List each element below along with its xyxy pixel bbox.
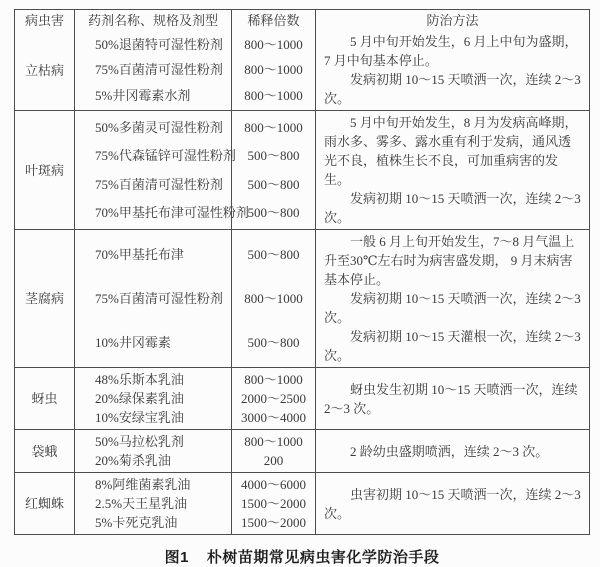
pest-name: 茎腐病 — [24, 291, 64, 306]
figure-caption — [14, 546, 590, 567]
drug-line: 20%菊杀乳油 — [95, 453, 171, 468]
drug-line: 50%多菌灵可湿性粉剂 — [95, 119, 223, 135]
figure-caption-title: 朴树苗期常见病虫害化学防治手段 — [206, 549, 440, 566]
dilution-line: 2000～2500 — [240, 391, 306, 406]
table-body — [15, 30, 589, 534]
method-cell — [316, 368, 589, 429]
table-row — [15, 30, 589, 110]
drug-line: 20%绿保素乳油 — [95, 391, 184, 406]
pest-cell — [15, 230, 75, 367]
drug-cell — [75, 230, 232, 367]
drug-cell — [75, 368, 232, 429]
dilution-line: 3000～4000 — [240, 410, 306, 425]
dilution-line: 800～1000 — [244, 87, 303, 103]
method-paragraph: 5 月中旬开始发生，8 月为发病高峰期，雨水多、雾多、露水重有利于发病，通风透光不良，植株生长不良，可加重病害的发生。 — [324, 115, 578, 187]
drug-cell — [75, 430, 232, 472]
header-dilution: 稀释倍数 — [232, 10, 316, 30]
pest-cell — [15, 430, 75, 472]
pest-name: 立枯病 — [24, 62, 64, 78]
dilution-cell — [232, 473, 316, 534]
dilution-line: 800～1000 — [244, 372, 303, 387]
drug-line: 5%井冈霉素水剂 — [95, 87, 191, 103]
header-drug: 药剂名称、规格及剂型 — [75, 10, 232, 30]
header-method: 防治方法 — [426, 12, 479, 28]
drug-line: 70%甲基托布津 — [95, 246, 184, 262]
drug-line: 50%退菌特可湿性粉剂 — [95, 37, 223, 53]
method-cell — [316, 473, 589, 534]
dilution-line: 800～1000 — [244, 434, 303, 449]
dilution-cell — [232, 30, 316, 110]
drug-line: 75%百菌清可湿性粉剂 — [95, 290, 223, 306]
dilution-cell — [232, 368, 316, 429]
pest-name: 叶斑病 — [24, 162, 64, 178]
method-paragraph: 蚜虫发生初期 10～15 天喷洒一次，连续 2～3 次。 — [324, 381, 578, 416]
dilution-cell — [232, 430, 316, 472]
pest-cell — [15, 473, 75, 534]
method-paragraph: 发病初期 10～15 天喷洒一次，连续 2～3 次。 — [324, 72, 581, 106]
pest-control-table — [14, 9, 590, 535]
method-paragraph: 一般 6 月上旬开始发生，7～8 月气温上升至30℃左右时为病害盛发期， 9 月末病害基本停止。 — [324, 234, 575, 287]
dilution-line: 4000～6000 — [240, 477, 306, 492]
drug-line: 50%马拉松乳剂 — [95, 434, 184, 449]
pest-cell — [15, 30, 75, 110]
dilution-line: 500～800 — [247, 148, 300, 164]
table-header-row — [15, 10, 589, 30]
dilution-line: 1500～2000 — [240, 496, 306, 511]
dilution-line: 800～1000 — [244, 119, 303, 135]
method-cell — [316, 430, 589, 472]
method-cell — [316, 30, 589, 110]
method-paragraph: 5 月中旬开始发生，6 月上中旬为盛期，7 月中旬基本停止。 — [324, 34, 578, 68]
drug-cell — [75, 473, 232, 534]
drug-line: 75%百菌清可湿性粉剂 — [95, 176, 223, 192]
dilution-cell — [232, 230, 316, 367]
drug-line: 10%井冈霉素 — [95, 335, 171, 351]
dilution-line: 500～800 — [247, 246, 300, 262]
header-pest: 病虫害 — [15, 10, 75, 30]
table-row — [15, 472, 589, 534]
dilution-line: 800～1000 — [244, 62, 303, 78]
method-paragraph: 发病初期 10～15 天灌根一次，连续 2～3 次。 — [324, 329, 581, 363]
method-paragraph: 2 龄幼虫盛期喷洒，连续 2～3 次。 — [350, 443, 549, 459]
dilution-line: 200 — [263, 453, 284, 468]
dilution-line: 500～800 — [247, 205, 300, 221]
dilution-line: 1500～2000 — [240, 515, 306, 530]
pest-name: 蚜虫 — [31, 391, 58, 406]
method-cell — [316, 230, 589, 367]
table-row — [15, 429, 589, 472]
drug-line: 75%百菌清可湿性粉剂 — [95, 62, 223, 78]
drug-line: 8%阿维菌素乳油 — [95, 477, 191, 492]
table-row — [15, 229, 589, 367]
dilution-line: 500～800 — [247, 176, 300, 192]
table-row — [15, 367, 589, 429]
pest-cell — [15, 368, 75, 429]
table-row — [15, 110, 589, 229]
drug-line: 2.5%天王星乳油 — [95, 496, 188, 511]
method-cell — [316, 111, 589, 229]
drug-cell — [75, 30, 232, 110]
drug-cell — [75, 111, 249, 229]
dilution-line: 500～800 — [247, 335, 300, 351]
pest-cell — [15, 111, 75, 229]
dilution-cell — [232, 111, 316, 229]
method-paragraph: 虫害初期 10～15 天喷洒一次，连续 2～3 次。 — [324, 486, 581, 521]
drug-line: 75%代森锰锌可湿性粉剂 — [95, 148, 236, 164]
dilution-line: 800～1000 — [244, 290, 303, 306]
dilution-line: 800～1000 — [244, 37, 303, 53]
figure-table — [14, 9, 590, 567]
drug-line: 5%卡死克乳油 — [95, 515, 178, 530]
pest-name: 袋蛾 — [31, 443, 58, 459]
drug-line: 10%安绿宝乳油 — [95, 410, 184, 425]
pest-name: 红蜘蛛 — [24, 496, 64, 511]
drug-line: 48%乐斯本乳油 — [95, 372, 184, 387]
figure-caption-label: 图1 — [164, 549, 189, 566]
method-paragraph: 发病初期 10～15 天喷洒一次，连续 2～3 次。 — [324, 291, 581, 325]
drug-line: 70%甲基托布津可湿性粉剂 — [95, 205, 249, 221]
method-paragraph: 发病初期 10～15 天喷洒一次，连续 2～3 次。 — [324, 191, 581, 225]
